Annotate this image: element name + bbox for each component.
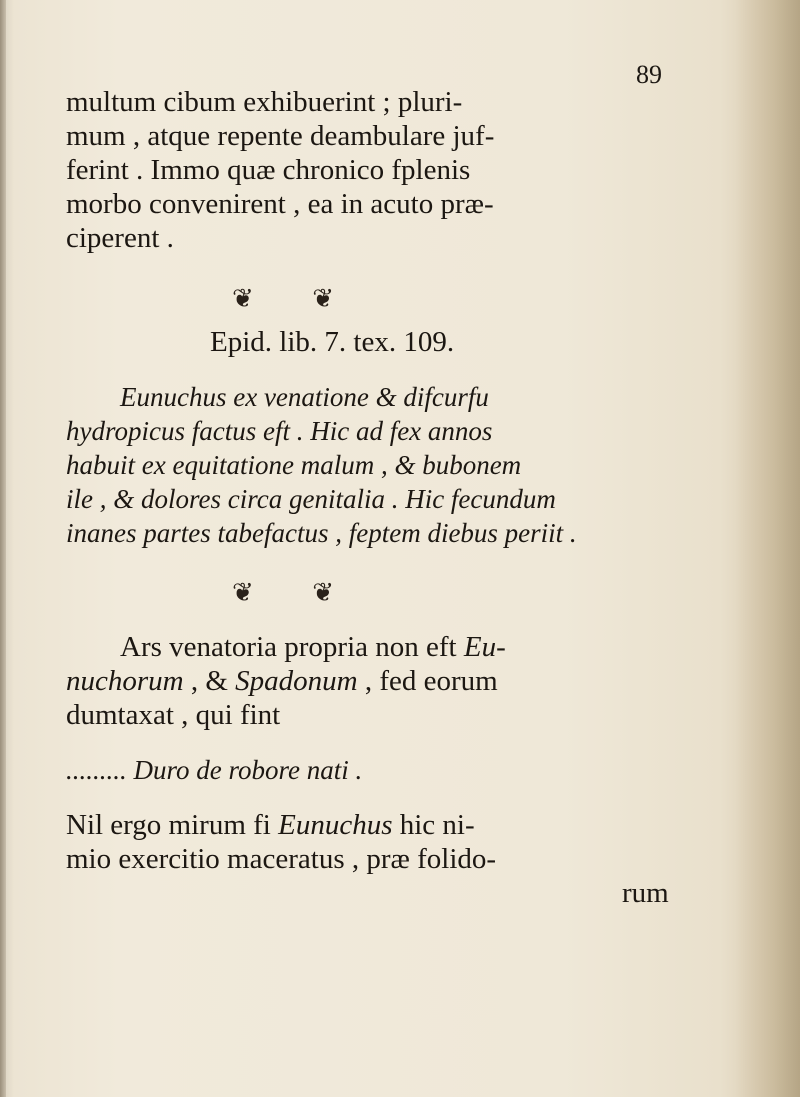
catchword: rum: [622, 877, 669, 909]
text-run: , &: [183, 665, 236, 697]
section-heading: Epid. lib. 7. tex. 109.: [210, 326, 455, 358]
verse-quote: [66, 753, 362, 787]
text-line: multum cibum exhibuerint ; pluri-: [66, 86, 463, 118]
text-run-italic: Eunuchus: [278, 809, 393, 841]
text-line: [120, 630, 506, 664]
text-line: mum , atque repente deambulare juf-: [66, 120, 495, 152]
text-line: ferint . Immo quæ chronico fplenis: [66, 154, 471, 186]
text-line: dumtaxat , qui fint: [66, 699, 281, 731]
text-line: ile , & dolores circa genitalia . Hic fecundum: [66, 484, 556, 514]
text-run: hic ni-: [392, 809, 475, 841]
text-line: [66, 664, 498, 698]
text-run: , fed eorum: [357, 665, 498, 697]
text-line: [66, 808, 475, 842]
text-line: inanes partes tabefactus , feptem diebus periit .: [66, 518, 577, 548]
quote-text: Duro de robore nati .: [133, 755, 363, 785]
fleuron-ornament: ❦ ❦: [232, 284, 361, 313]
page-edge-shadow: [735, 0, 800, 1097]
page-number: 89: [636, 60, 662, 89]
text-line: morbo convenirent , ea in acuto præ-: [66, 188, 494, 220]
text-line: mio exercitio maceratus , præ folido-: [66, 843, 497, 875]
page-gutter-edge: [0, 0, 6, 1097]
ellipsis-dots: .........: [66, 755, 127, 785]
text-run-italic: Spadonum: [235, 665, 358, 697]
text-line: Eunuchus ex venatione & difcurfu: [120, 382, 489, 412]
text-run: Nil ergo mirum fi: [66, 809, 279, 841]
text-run: Ars venatoria propria non eft: [120, 631, 464, 663]
text-line: hydropicus factus eft . Hic ad fex annos: [66, 416, 493, 446]
text-run-italic: Eu-: [463, 631, 506, 663]
text-line: ciperent .: [66, 222, 174, 254]
fleuron-ornament: ❦ ❦: [232, 578, 361, 607]
text-line: habuit ex equitatione malum , & bubonem: [66, 450, 522, 480]
text-run-italic: nuchorum: [66, 665, 184, 697]
